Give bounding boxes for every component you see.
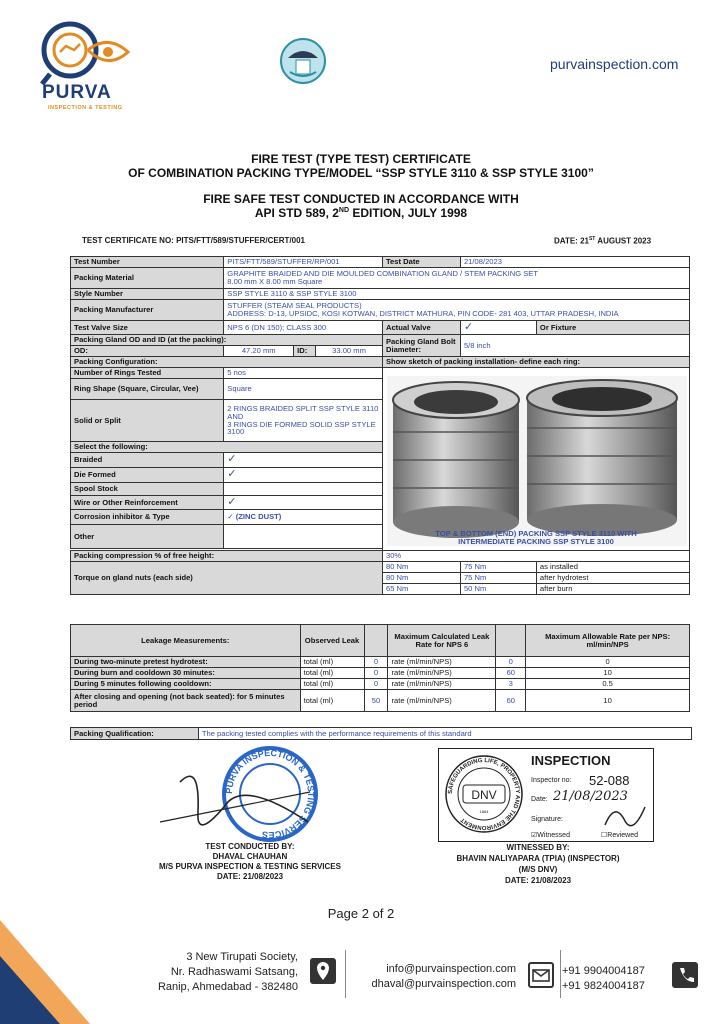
solid-split-label: Solid or Split <box>71 400 224 442</box>
spool-stock-value <box>224 483 383 496</box>
sketch-label: Show sketch of packing installation- define each ring: <box>382 357 689 368</box>
shape-label: Ring Shape (Square, Circular, Vee) <box>71 379 224 400</box>
test-date-label: Test Date <box>382 257 460 268</box>
qualification-label: Packing Qualification: <box>71 728 199 740</box>
conducted-name: DHAVAL CHAUHAN <box>212 852 288 861</box>
emblem-icon <box>278 36 328 86</box>
inspector-label: Inspector no: <box>531 777 572 784</box>
witnessed-by-label: WITNESSED BY: <box>506 843 570 852</box>
website-link[interactable]: purvainspection.com <box>550 56 679 72</box>
max-calc-header: Maximum Calculated Leak Rate for NPS 6 <box>388 625 496 657</box>
solid-split-value: 2 RINGS BRAIDED SPLIT SSP STYLE 3110 AND 3 RINGS DIE FORMED SOLID SSP STYLE 3100 <box>224 400 383 442</box>
date-label: Date: <box>531 796 548 803</box>
inspector-signature-icon <box>599 801 651 831</box>
handwritten-date: 21/08/2023 <box>553 789 628 804</box>
inspection-stamp <box>438 748 654 842</box>
page-number: Page 2 of 2 <box>327 906 395 921</box>
actual-valve-check-icon: ✓ <box>460 321 536 335</box>
witnessed-checkbox: ☑Witnessed <box>531 832 570 839</box>
braided-label: Braided <box>71 453 224 468</box>
rings-value: 5 nos <box>224 368 383 379</box>
footer-phones <box>562 964 645 994</box>
title-line-1: FIRE TEST (TYPE TEST) CERTIFICATE <box>251 152 471 166</box>
purva-stamp-icon <box>150 742 350 852</box>
test-details-table <box>70 256 690 595</box>
actual-valve-label: Actual Valve <box>382 321 460 335</box>
test-number-label: Test Number <box>71 257 224 268</box>
phone-link[interactable]: +91 9824004187 <box>562 979 645 992</box>
wire-check-icon: ✓ <box>224 496 383 510</box>
die-formed-check-icon: ✓ <box>224 468 383 483</box>
manufacturer-label: Packing Manufacturer <box>71 300 224 321</box>
torque-cell: 80 Nm <box>382 573 460 584</box>
max-allow-header: Maximum Allowable Rate per NPS: ml/min/NPS <box>526 625 690 657</box>
table-row: During burn and cooldown 30 minutes: total (ml) 0 rate (ml/min/NPS) 60 10 <box>71 668 690 679</box>
inspector-number: 52-088 <box>589 773 630 788</box>
inspection-title: INSPECTION <box>531 753 611 768</box>
title-line-2: OF COMBINATION PACKING TYPE/MODEL “SSP STYLE 3110 & SSP STYLE 3100” <box>128 166 594 180</box>
torque-condition: after burn <box>536 584 689 595</box>
signature-label: Signature: <box>531 816 563 823</box>
valve-size-label: Test Valve Size <box>71 321 224 335</box>
rings-label: Number of Rings Tested <box>71 368 224 379</box>
torque-condition: as installed <box>536 562 689 573</box>
torque-cell: 80 Nm <box>382 562 460 573</box>
footer-emails <box>352 962 516 992</box>
table-row: After closing and opening (not back seated): for 5 minutes period total (ml) 50 rate (ml/min/NPS) 60 10 <box>71 690 690 712</box>
brand-tagline: INSPECTION & TESTING <box>48 105 123 111</box>
compression-value: 30% <box>382 551 689 562</box>
footer-address: 3 New Tirupati Society, Nr. Radhaswami Satsang, Ranip, Ahmedabad - 382480 <box>157 951 298 993</box>
conducted-by-label: TEST CONDUCTED BY: <box>205 842 295 851</box>
witness-name: BHAVIN NALIYAPARA (TPIA) (INSPECTOR) <box>456 854 620 863</box>
phone-icon <box>672 962 698 988</box>
fixture-label: Or Fixture <box>536 321 689 335</box>
dnv-year: 1864 <box>479 809 489 814</box>
leakage-header: Leakage Measurements: <box>71 625 301 657</box>
other-label: Other <box>71 525 224 549</box>
brand-name: PURVA <box>42 82 112 103</box>
reviewed-checkbox: ☐Reviewed <box>601 832 639 839</box>
mail-icon <box>528 962 554 988</box>
leakage-table <box>70 624 690 712</box>
witness-date: DATE: 21/08/2023 <box>504 876 572 885</box>
location-pin-icon <box>310 958 336 984</box>
witness-org: (M/S DNV) <box>518 865 558 874</box>
wire-reinforcement-label: Wire or Other Reinforcement <box>71 496 224 510</box>
bolt-diameter-label: Packing Gland Bolt Diameter: <box>382 335 460 357</box>
email-link[interactable]: info@purvainspection.com <box>386 963 516 975</box>
id-label: ID: <box>294 346 316 357</box>
manufacturer-value: STUFFER (STEAM SEAL PRODUCTS) ADDRESS: D-13, UPSIDC, KOSI KOTWAN, DISTRICT MATHURA, PIN CODE- 281 403, UTTAR PRADESH, INDIA <box>224 300 690 321</box>
conducted-org: M/S PURVA INSPECTION & TESTING SERVICES <box>159 862 341 871</box>
torque-cell: 65 Nm <box>382 584 460 595</box>
test-number-value: PITS/FTT/589/STUFFER/RP/001 <box>224 257 383 268</box>
table-row: During two-minute pretest hydrotest: total (ml) 0 rate (ml/min/NPS) 0 0 <box>71 657 690 668</box>
valve-size-value: NPS 6 (DN 150); CLASS 300 <box>224 321 383 335</box>
select-following-label: Select the following: <box>71 442 383 453</box>
title-line-3: FIRE SAFE TEST CONDUCTED IN ACCORDANCE WITH <box>203 192 519 206</box>
packing-material-label: Packing Material <box>71 268 224 289</box>
email-link[interactable]: dhaval@purvainspection.com <box>371 977 516 990</box>
die-formed-label: Die Formed <box>71 468 224 483</box>
torque-cell: 75 Nm <box>460 573 536 584</box>
phone-link[interactable]: +91 9904004187 <box>562 965 645 977</box>
packing-photo-cell <box>382 368 689 551</box>
observed-header: Observed Leak <box>300 625 364 657</box>
dnv-logo-text: DNV <box>471 788 497 802</box>
compression-label: Packing compression % of free height: <box>71 551 383 562</box>
qualification-value: The packing tested complies with the performance requirements of this standard <box>198 728 691 740</box>
dnv-seal-icon <box>443 753 525 835</box>
corrosion-inhibitor-label: Corrosion inhibitor & Type <box>71 510 224 525</box>
style-number-label: Style Number <box>71 289 224 300</box>
corrosion-inhibitor-value: ✓ (ZINC DUST) <box>224 510 383 525</box>
packing-config-label: Packing Configuration: <box>71 357 383 368</box>
torque-label: Torque on gland nuts (each side) <box>71 562 383 595</box>
torque-condition: after hydrotest <box>536 573 689 584</box>
table-row: During 5 minutes following cooldown: total (ml) 0 rate (ml/min/NPS) 3 0.5 <box>71 679 690 690</box>
conducted-date: DATE: 21/08/2023 <box>216 872 284 881</box>
certificate-date: DATE: 21ST AUGUST 2023 <box>554 236 652 246</box>
footer-decoration <box>0 900 90 1024</box>
other-value <box>224 525 383 549</box>
gland-od-id-label: Packing Gland OD and ID (at the packing): <box>71 335 383 346</box>
shape-value: Square <box>224 379 383 400</box>
bolt-diameter-value: 5/8 inch <box>460 335 689 357</box>
certificate-number: TEST CERTIFICATE NO: PITS/FTT/589/STUFFER/CERT/001 <box>82 236 305 245</box>
braided-check-icon: ✓ <box>224 453 383 468</box>
spool-stock-label: Spool Stock <box>71 483 224 496</box>
od-label: OD: <box>71 346 224 357</box>
stamp-text: PURVA INSPECTION & TESTING SERVICES <box>223 747 317 841</box>
dnv-ring-text: SAFEGUARDING LIFE, PROPERTY AND THE ENVIRONMENT <box>447 757 521 831</box>
qualification-table <box>70 727 692 740</box>
torque-cell: 50 Nm <box>460 584 536 595</box>
id-value: 33.00 mm <box>316 346 383 357</box>
packing-rings-photo <box>387 376 687 546</box>
style-number-value: SSP STYLE 3110 & SSP STYLE 3100 <box>224 289 690 300</box>
photo-caption: TOP & BOTTOM (END) PACKING SSP STYLE 3110 WITH INTERMEDIATE PACKING SSP STYLE 3100 <box>435 529 637 547</box>
test-date-value: 21/08/2023 <box>460 257 689 268</box>
packing-material-value: GRAPHITE BRAIDED AND DIE MOULDED COMBINATION GLAND / STEM PACKING SET 8.00 mm X 8.00 mm Square <box>224 268 690 289</box>
od-value: 47.20 mm <box>224 346 294 357</box>
torque-cell: 75 Nm <box>460 562 536 573</box>
title-line-4: API STD 589, 2ND EDITION, JULY 1998 <box>254 206 468 220</box>
